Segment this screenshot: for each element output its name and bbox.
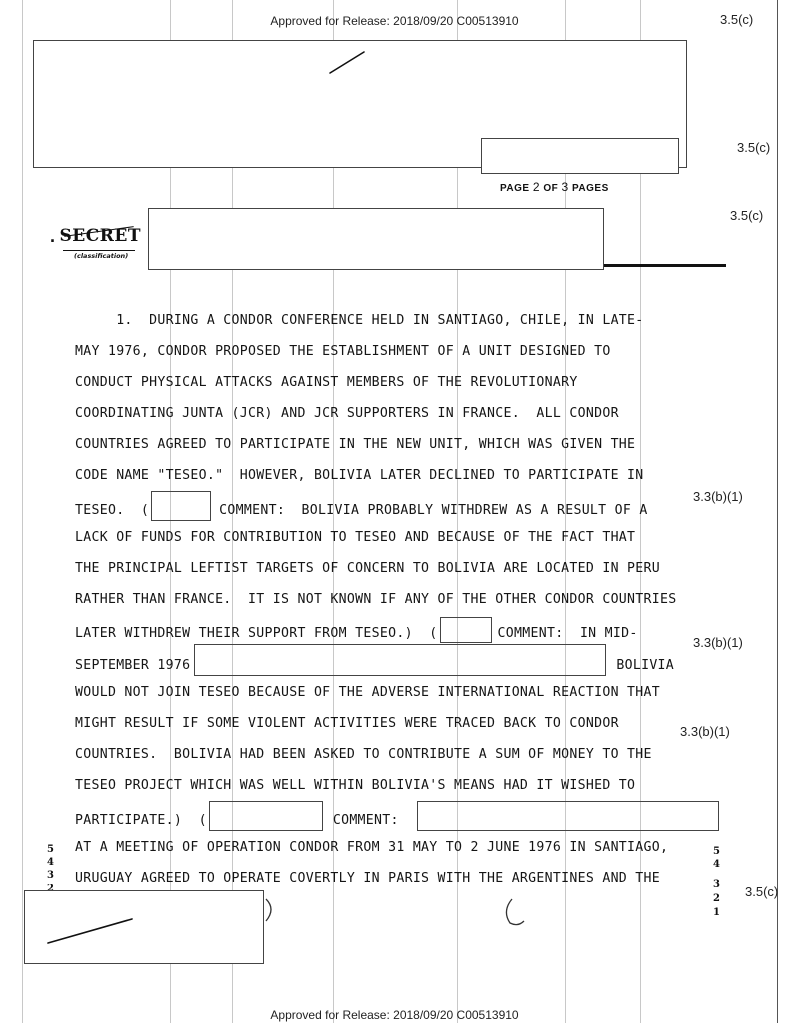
body-line: RATHER THAN FRANCE. IT IS NOT KNOWN IF ANY OF THE OTHER CONDOR COUNTRIES [75, 592, 677, 607]
classification-bar [604, 264, 726, 267]
release-footer: Approved for Release: 2018/09/20 C00513910 [270, 1008, 519, 1022]
body-line: MIGHT RESULT IF SOME VIOLENT ACTIVITIES WERE TRACED BACK TO CONDOR [75, 716, 619, 731]
exemption-code: 3.3(b)(1) [680, 724, 730, 739]
body-line: LACK OF FUNDS FOR CONTRIBUTION TO TESEO AND BECAUSE OF THE FACT THAT [75, 530, 636, 545]
classification-word: SECRET [59, 226, 141, 246]
exemption-code: 3.5(c) [737, 140, 771, 155]
redaction-box [148, 208, 604, 270]
body-line [75, 499, 648, 521]
margin-number: 4 [47, 857, 54, 868]
body-line: TESEO PROJECT WHICH WAS WELL WITHIN BOLIVIA'S MEANS HAD IT WISHED TO [75, 778, 636, 793]
body-line: COORDINATING JUNTA (JCR) AND JCR SUPPORTERS IN FRANCE. ALL CONDOR [75, 406, 619, 421]
margin-number: 4 [713, 859, 720, 870]
page-edge-line [777, 0, 778, 1023]
margin-number: 5 [47, 844, 54, 855]
exemption-code: 3.5(c) [720, 12, 754, 27]
body-line-part: PARTICIPATE.) ( [75, 813, 207, 828]
body-line: 1. DURING A CONDOR CONFERENCE HELD IN SANTIAGO, CHILE, IN LATE- [75, 313, 644, 328]
body-line: WOULD NOT JOIN TESEO BECAUSE OF THE ADVERSE INTERNATIONAL REACTION THAT [75, 685, 661, 700]
body-line: MAY 1976, CONDOR PROPOSED THE ESTABLISHMENT OF A UNIT DESIGNED TO [75, 344, 611, 359]
exemption-code: 3.5(c) [745, 884, 779, 899]
body-line-part: COMMENT: BOLIVIA PROBABLY WITHDREW AS A RESULT OF A [219, 503, 648, 518]
punch-hole-mark [262, 895, 280, 925]
handwritten-slash [40, 905, 140, 950]
body-line: CODE NAME "TESEO." HOWEVER, BOLIVIA LATER DECLINED TO PARTICIPATE IN [75, 468, 644, 483]
body-line: CONDUCT PHYSICAL ATTACKS AGAINST MEMBERS OF THE REVOLUTIONARY [75, 375, 578, 390]
body-line [75, 654, 674, 676]
margin-number: 2 [47, 884, 54, 890]
page-of-pages [500, 180, 609, 194]
body-line: THE PRINCIPAL LEFTIST TARGETS OF CONCERN TO BOLIVIA ARE LOCATED IN PERU [75, 561, 661, 576]
classification-block: . SECRET [50, 226, 141, 246]
body-line: COUNTRIES. BOLIVIA HAD BEEN ASKED TO CONTRIBUTE A SUM OF MONEY TO THE [75, 747, 652, 762]
body-line-part: COMMENT: IN MID- [497, 626, 638, 641]
redaction-box [417, 801, 719, 831]
margin-number: 2 [713, 893, 720, 904]
exemption-code: 3.3(b)(1) [693, 489, 743, 504]
punch-hole-mark [500, 895, 530, 929]
redaction-box [194, 644, 606, 676]
pages-word: PAGES [572, 183, 609, 194]
body-line [75, 809, 719, 831]
exemption-code: 3.3(b)(1) [693, 635, 743, 650]
redaction-box [151, 491, 211, 521]
body-line-part: COMMENT: [332, 813, 399, 828]
body-line: COUNTRIES AGREED TO PARTICIPATE IN THE NEW UNIT, WHICH WAS GIVEN THE [75, 437, 636, 452]
redaction-box [481, 138, 679, 174]
body-line-part: SEPTEMBER 1976 [75, 658, 191, 673]
release-header: Approved for Release: 2018/09/20 C00513910 [270, 14, 519, 28]
page-number: 2 [532, 180, 541, 194]
redaction-box [209, 801, 323, 831]
margin-number: 5 [713, 846, 720, 857]
body-line: URUGUAY AGREED TO OPERATE COVERTLY IN PARIS WITH THE ARGENTINES AND THE [75, 871, 661, 886]
handwritten-slash [320, 48, 370, 78]
classification-label: (classification) [74, 252, 129, 260]
redaction-box [440, 617, 492, 643]
body-line [75, 623, 638, 643]
body-line-part: TESEO. ( [75, 503, 150, 518]
page-word: PAGE [500, 183, 530, 194]
body-line-part: BOLIVIA [616, 658, 675, 673]
margin-number: 3 [713, 879, 720, 890]
total-pages: 3 [561, 180, 569, 194]
scan-line [22, 0, 23, 1023]
of-word: OF [543, 183, 559, 194]
body-line: AT A MEETING OF OPERATION CONDOR FROM 31 MAY TO 2 JUNE 1976 IN SANTIAGO, [75, 840, 669, 855]
margin-number: 1 [713, 907, 720, 918]
document-body [75, 313, 755, 886]
classification-rule [63, 250, 135, 251]
margin-number: 3 [47, 870, 54, 881]
body-line-part: LATER WITHDREW THEIR SUPPORT FROM TESEO.) ( [75, 626, 438, 641]
exemption-code: 3.5(c) [730, 208, 764, 223]
